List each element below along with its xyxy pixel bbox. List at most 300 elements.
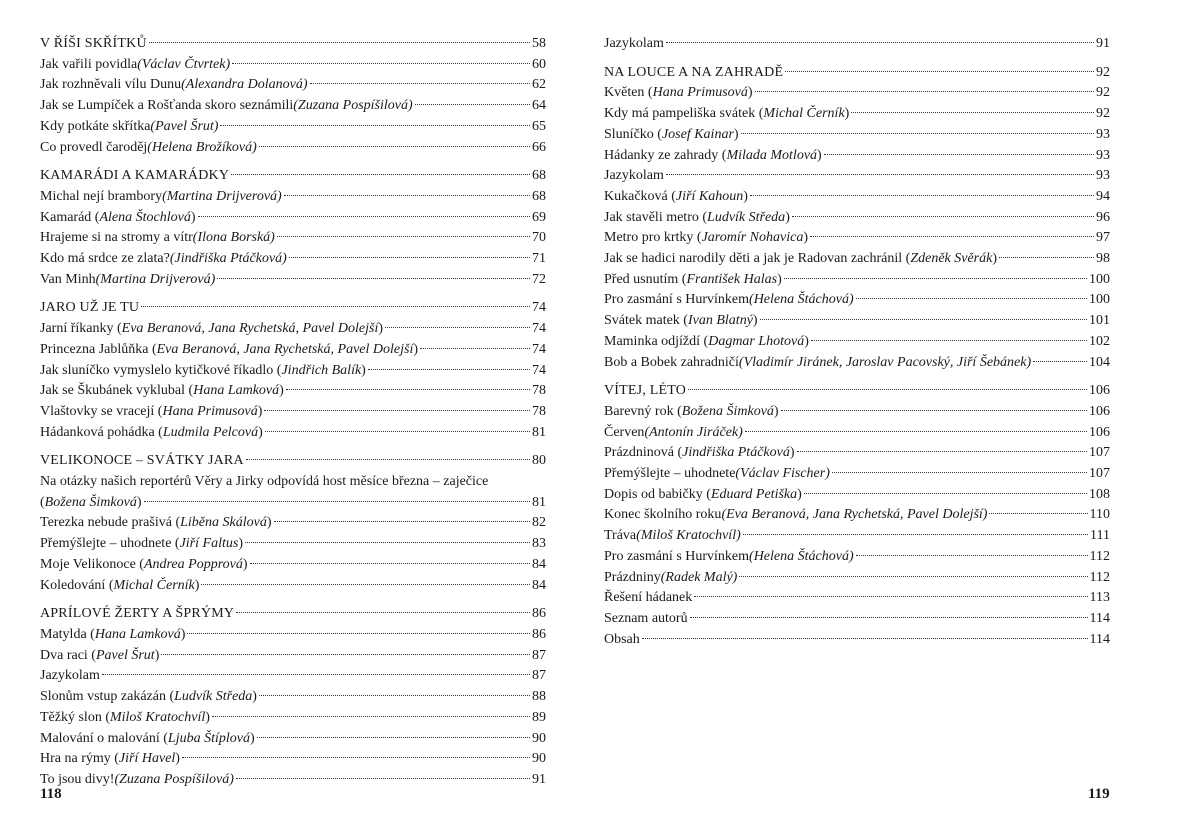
dot-leader [760,319,1087,320]
toc-entry [604,228,1110,249]
toc-entry [604,526,1110,547]
entry-title: Na otázky našich reportérů Věry a Jirky odpovídá host měsíce března – zaječice [40,474,489,490]
entry-title: Prázdniny [604,569,661,585]
entry-title-tail: ) [378,321,384,337]
entry-author: Michal Černík [113,577,195,593]
entry-title: Hra na rýmy ( [40,751,119,767]
entry-title: Obsah [604,631,640,647]
entry-page-number: 74 [532,362,546,378]
entry-title: Princezna Jablůňka ( [40,341,157,357]
entry-title-tail: ) [844,106,850,122]
entry-page-number: 102 [1089,333,1110,349]
entry-page-number: 110 [1089,507,1110,523]
toc-entry [604,588,1110,609]
dot-leader [666,42,1094,43]
entry-title: Koledování ( [40,577,114,593]
entry-title: Jak vařili povidla [40,56,138,72]
toc-section [604,34,1110,55]
dot-leader [781,410,1087,411]
entry-title-tail: ) [258,424,263,440]
toc-entry [604,104,1110,125]
entry-page-number: 104 [1089,354,1110,370]
entry-page-number: 112 [1089,548,1110,564]
entry-page-number: 96 [1096,209,1110,225]
entry-title: Co provedl čaroděj [40,139,148,155]
entry-title: Moje Velikonoce ( [40,556,144,572]
dot-leader [989,513,1087,514]
entry-title: Jazykolam [40,668,100,684]
toc-entry [40,340,546,361]
entry-author: Hana Lamková [193,383,280,399]
entry-page-number: 83 [532,536,546,552]
entry-page-number: 66 [532,139,546,155]
entry-title-tail: ) [747,85,753,101]
entry-author: Dagmar Lhotová [708,333,805,349]
entry-author: Hana Primusová [652,85,748,101]
dot-leader [739,576,1087,577]
dot-leader [212,716,530,717]
toc-section-heading [604,381,1110,402]
entry-title: Malování o malování ( [40,730,168,746]
entry-author: Ljuba Štíplová [167,730,250,746]
entry-title: VÍTEJ, LÉTO [604,383,687,399]
entry-title-tail: ) [194,577,200,593]
entry-author: Pavel Šrut [95,647,155,663]
dot-leader [265,431,530,432]
entry-title: APRÍLOVÉ ŽERTY A ŠPRÝMY [40,606,235,622]
toc-entry [40,749,546,770]
toc-section-heading [604,63,1110,84]
entry-title: Konec školního roku [604,507,722,523]
dot-leader [259,695,530,696]
entry-title-tail: ) [785,209,790,225]
entry-title: Bob a Bobek zahradničí [604,354,739,370]
entry-title-tail: ) [804,333,809,349]
entry-page-number: 112 [1089,569,1110,585]
dot-leader [264,410,530,411]
entry-page-number: 92 [1096,64,1110,80]
entry-title-tail: ) [257,403,263,419]
entry-author: Liběna Skálová [180,515,267,531]
entry-page-number: 86 [532,606,546,622]
dot-leader [220,125,530,126]
entry-title-tail: ) [242,556,248,572]
dot-leader [277,236,530,237]
entry-page-number: 80 [532,453,546,469]
toc-entry [604,547,1110,568]
entry-author: Jindřiška Ptáčková [682,445,790,461]
entry-author: (Zuzana Pospíšilová) [114,771,234,787]
toc-entry [40,423,546,444]
entry-page-number: 74 [532,300,546,316]
entry-title-tail: ) [803,230,809,246]
entry-title-tail: ) [797,486,802,502]
entry-author: Ivan Blatný [687,313,753,329]
entry-page-number: 81 [532,424,546,440]
toc-entry [604,609,1110,630]
dot-leader [246,459,530,460]
page-number-right: 119 [1088,786,1110,802]
toc-section-heading [40,34,546,55]
toc-entry [604,125,1110,146]
page-number-left: 118 [40,786,62,802]
entry-title-tail: ) [992,251,998,267]
entry-author: Ludmila Pelcová [162,424,259,440]
entry-page-number: 92 [1096,85,1110,101]
dot-leader [182,757,530,758]
entry-author: Michal Černík [763,106,845,122]
toc-entry [604,423,1110,444]
dot-leader [141,306,530,307]
entry-title: Terezka nebude prašivá ( [40,515,181,531]
dot-leader [755,91,1094,92]
entry-page-number: 98 [1096,251,1110,267]
entry-page-number: 62 [532,77,546,93]
dot-leader [231,174,530,175]
dot-leader [236,612,530,613]
entry-title: Jak se Lumpíček a Rošťanda skoro seznámili [40,98,294,114]
toc-entry [40,75,546,96]
toc-entry [604,464,1110,485]
entry-page-number: 78 [532,403,546,419]
entry-page-number: 90 [532,751,546,767]
dot-leader [642,638,1088,639]
dot-leader [824,154,1094,155]
entry-page-number: 93 [1096,168,1110,184]
entry-page-number: 94 [1096,188,1110,204]
entry-title-tail: ) [361,362,366,378]
entry-author: Božena Šimková [681,403,774,419]
dot-leader [236,778,530,779]
entry-title: Maminka odjíždí ( [604,333,709,349]
toc-section [40,34,546,158]
dot-leader [274,521,531,522]
entry-page-number: 89 [532,709,546,725]
entry-title: Těžký slon ( [40,709,110,725]
entry-author: Jiří Kahoun [675,188,744,204]
entry-page-number: 87 [532,647,546,663]
toc-section-heading [40,166,546,187]
entry-title-tail: ) [743,188,748,204]
dot-leader [259,146,530,147]
toc-entry [40,270,546,291]
dot-leader [741,133,1094,134]
dot-leader [832,472,1087,473]
toc-entry [40,402,546,423]
dot-leader [144,501,531,502]
toc-entry [40,625,546,646]
entry-author: Božena Šimková [44,494,137,510]
entry-author: Josef Kainar [661,126,734,142]
entry-author: (Zuzana Pospíšilová) [293,98,413,114]
entry-title: Dva raci ( [40,647,96,663]
toc-entry [40,646,546,667]
entry-author: Milada Motlová [726,147,818,163]
entry-title: Jazykolam [604,168,664,184]
entry-page-number: 68 [532,188,546,204]
dot-leader [187,633,530,634]
toc-entry [40,187,546,208]
entry-page-number: 107 [1089,445,1110,461]
entry-title: To jsou divy! [40,771,115,787]
entry-author: (Helena Štáchová) [749,548,854,564]
entry-title: Přemýšlejte – uhodnete [604,466,736,482]
toc-entry [604,443,1110,464]
toc-entry [604,505,1110,526]
dot-leader [804,493,1087,494]
toc-entry [604,290,1110,311]
entry-page-number: 106 [1089,424,1110,440]
entry-page-number: 82 [532,515,546,531]
dot-leader [666,174,1094,175]
entry-title-tail: ) [180,626,186,642]
entry-author: (Ilona Borská) [192,230,275,246]
entry-page-number: 65 [532,118,546,134]
entry-page-number: 100 [1089,271,1110,287]
toc-entry [40,555,546,576]
toc-entry [40,117,546,138]
toc-section [40,166,546,290]
dot-leader [289,257,530,258]
entry-page-number: 114 [1089,631,1110,647]
entry-title: Jazykolam [604,36,664,51]
entry-title: Květen ( [604,85,653,101]
dot-leader [792,216,1094,217]
entry-title: Hádanky ze zahrady ( [604,147,727,163]
entry-title-tail: ) [136,494,142,510]
dot-leader [198,216,530,217]
entry-title: Jak rozhněvali vílu Dunu [40,77,182,93]
entry-title-tail: ) [752,313,758,329]
toc-entry [604,332,1110,353]
toc-entry [604,485,1110,506]
dot-leader [797,451,1087,452]
entry-page-number: 84 [532,556,546,572]
dot-leader [385,327,530,328]
toc-entry [604,208,1110,229]
entry-page-number: 71 [532,251,546,267]
entry-title: Vlaštovky se vracejí ( [40,403,163,419]
toc-entry [40,576,546,597]
entry-page-number: 69 [532,209,546,225]
toc-entry [604,249,1110,270]
entry-title: Pro zasmání s Hurvínkem [604,548,750,564]
toc-entry [604,146,1110,167]
entry-author: (Miloš Kratochvíl) [636,528,741,544]
dot-leader [694,596,1087,597]
dot-leader [856,555,1088,556]
entry-page-number: 60 [532,56,546,72]
entry-author: Eva Beranová, Jana Rychetská, Pavel Dolejší [121,321,379,337]
entry-title-tail: ) [773,403,779,419]
entry-author: (Eva Beranová, Jana Rychetská, Pavel Dolejší) [721,507,988,523]
entry-title: Jak stavěli metro ( [604,209,708,225]
entry-author: Hana Lamková [94,626,181,642]
toc-entry [604,270,1110,291]
entry-author: Andrea Popprová [143,556,243,572]
entry-page-number: 81 [532,494,546,510]
dot-leader [310,83,531,84]
toc-section-heading [40,604,546,625]
left-page-toc [40,34,546,799]
toc-entry [40,513,546,534]
entry-title-tail: ) [279,383,284,399]
toc-entry [604,34,1110,55]
dot-leader [284,195,530,196]
entry-author: Jindřich Balík [281,362,362,378]
entry-title-tail: ) [777,271,782,287]
toc-entry [40,361,546,382]
entry-page-number: 91 [1096,36,1110,51]
entry-title: Dopis od babičky ( [604,486,711,502]
entry-page-number: 72 [532,271,546,287]
entry-title: Hrajeme si na stromy a vítr [40,230,193,246]
entry-author: Zdeněk Svěrák [910,251,993,267]
toc-entry [604,311,1110,332]
entry-title: NA LOUCE A NA ZAHRADĚ [604,64,784,80]
entry-title: Kamarád ( [40,209,100,225]
dot-leader [743,534,1088,535]
toc-entry [40,228,546,249]
toc-section-heading [40,298,546,319]
entry-page-number: 74 [532,341,546,357]
dot-leader [245,542,530,543]
dot-leader [811,340,1087,341]
entry-title: Kukačková ( [604,188,676,204]
entry-title: Jarní říkanky ( [40,321,122,337]
entry-page-number: 97 [1096,230,1110,246]
entry-title: KAMARÁDI A KAMARÁDKY [40,168,230,184]
entry-title-tail: ) [817,147,822,163]
entry-author: (Radek Malý) [660,569,738,585]
dot-leader [415,104,530,105]
entry-title-tail: ) [266,515,272,531]
toc-entry [40,319,546,340]
entry-author: Jiří Faltus [179,536,239,552]
dot-leader [810,236,1094,237]
entry-author: (Jindřiška Ptáčková) [169,251,287,267]
entry-title-tail: ) [205,709,210,725]
dot-leader [784,278,1087,279]
entry-title-tail: ) [733,126,739,142]
toc-entry [40,208,546,229]
dot-leader [161,654,530,655]
entry-author: Alena Štochlová [99,209,191,225]
entry-title-tail: ) [789,445,795,461]
dot-leader [232,63,530,64]
right-page-toc [604,34,1110,658]
dot-leader [250,563,530,564]
entry-page-number: 64 [532,98,546,114]
dot-leader [201,584,530,585]
dot-leader [856,298,1087,299]
entry-author: (Helena Brožíková) [147,139,257,155]
toc-entry [604,83,1110,104]
entry-page-number: 114 [1089,610,1110,626]
entry-author: (Helena Štáchová) [749,292,854,308]
dot-leader [368,369,530,370]
entry-page-number: 86 [532,626,546,642]
entry-author: Hana Primusová [162,403,258,419]
toc-section [40,298,546,443]
toc-section [604,381,1110,650]
entry-author: Ludvík Středa [707,209,786,225]
entry-title: Kdo má srdce ze zlata? [40,251,170,267]
entry-page-number: 107 [1089,466,1110,482]
toc-entry [40,249,546,270]
toc-entry [604,568,1110,589]
entry-author: (Martina Drijverová) [162,188,282,204]
entry-page-number: 88 [532,689,546,705]
entry-title: Barevný rok ( [604,403,682,419]
toc-entry [40,708,546,729]
entry-author: Jiří Havel [118,751,176,767]
toc-entry [604,187,1110,208]
toc-section [604,63,1110,374]
entry-page-number: 108 [1089,486,1110,502]
entry-title: Matylda ( [40,626,95,642]
dot-leader [257,737,530,738]
entry-title: Metro pro krtky ( [604,230,702,246]
entry-title: Tráva [604,528,637,544]
entry-author: (Alexandra Dolanová) [181,77,308,93]
toc-entry [40,687,546,708]
entry-title-tail: ) [252,689,257,705]
toc-section [40,604,546,790]
entry-page-number: 93 [1096,126,1110,142]
entry-page-number: 78 [532,383,546,399]
toc-entry [40,138,546,159]
entry-page-number: 100 [1089,292,1110,308]
dot-leader [851,112,1094,113]
entry-author: Miloš Kratochvíl [109,709,206,725]
entry-author: (Antonín Jiráček) [644,424,743,440]
dot-leader [999,257,1094,258]
entry-title-tail: ) [154,647,160,663]
entry-title: Přemýšlejte – uhodnete ( [40,536,180,552]
entry-title: Kdy potkáte skřítka [40,118,151,134]
entry-page-number: 92 [1096,106,1110,122]
entry-title-tail: ) [190,209,196,225]
dot-leader [149,42,530,43]
toc-entry [40,55,546,76]
dot-leader [690,617,1088,618]
dot-leader [688,389,1087,390]
entry-title-tail: ) [175,751,180,767]
entry-title-tail: ) [249,730,255,746]
entry-title: Svátek matek ( [604,313,688,329]
entry-title: Hádanková pohádka ( [40,424,163,440]
entry-title: Červen [604,424,645,440]
entry-page-number: 113 [1089,590,1110,606]
entry-title: JARO UŽ JE TU [40,300,140,316]
entry-page-number: 87 [532,668,546,684]
toc-entry [40,770,546,791]
toc-section [40,451,546,596]
entry-author: (Václav Čtvrtek) [137,56,231,72]
entry-title-tail: ) [413,341,419,357]
entry-title: Jak sluníčko vymyslelo kytičkové říkadlo ( [40,362,282,378]
entry-page-number: 101 [1089,313,1110,329]
entry-title: Michal nejí brambory [40,188,163,204]
entry-author: Ludvík Středa [174,689,253,705]
entry-title: Prázdninová ( [604,445,683,461]
entry-author: Jaromír Nohavica [701,230,804,246]
entry-title: Před usnutím ( [604,271,687,287]
entry-author: Eduard Petiška [710,486,798,502]
dot-leader [1033,361,1087,362]
dot-leader [745,431,1087,432]
